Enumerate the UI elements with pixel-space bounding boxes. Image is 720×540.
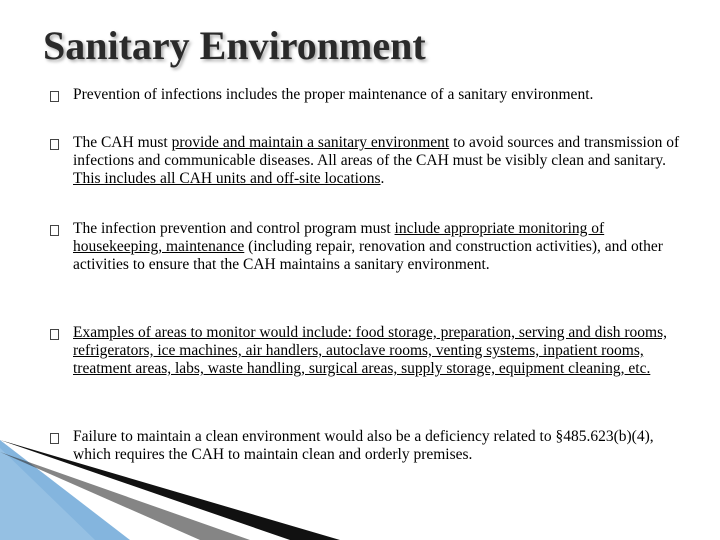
- corner-decoration: [0, 440, 720, 540]
- text-segment: .: [380, 170, 385, 187]
- text-segment: (including repair, renovation and construction activities), and other activities to ensure that the CAH maintains a sanitary environment.: [73, 238, 663, 273]
- text-segment: The CAH must: [73, 134, 172, 151]
- slide-title: Sanitary Environment: [43, 23, 426, 68]
- underlined-text: provide and maintain a sanitary environment: [171, 134, 450, 151]
- bullet-text: [73, 220, 688, 274]
- bullet-text: [73, 86, 688, 104]
- square-bullet-icon: [50, 225, 59, 236]
- bullet-text: [73, 324, 688, 378]
- square-bullet-icon: [50, 329, 59, 340]
- bullet-text: [73, 134, 688, 188]
- underlined-text: Examples of areas to monitor would include: food storage, preparation, serving and dish rooms, refrigerators, ice machines, air handlers, autoclave rooms, venting systems, inpatient rooms, treatment areas, labs, waste handling, surgical areas, supply storage, equipment cleaning, etc.: [73, 324, 668, 377]
- text-segment: The infection prevention and control program must: [73, 220, 395, 237]
- text-segment: Failure to maintain a clean environment would also be a deficiency related to §485.623(b)(4), which requires the CAH to maintain clean and orderly premises.: [73, 428, 654, 463]
- underlined-text: This includes all CAH units and off-site locations: [73, 170, 381, 187]
- underlined-text: include appropriate monitoring of housekeeping, maintenance: [73, 220, 605, 255]
- text-segment: Prevention of infections includes the proper maintenance of a sanitary environment.: [73, 86, 594, 103]
- square-bullet-icon: [50, 91, 59, 102]
- square-bullet-icon: [50, 139, 59, 150]
- text-segment: to avoid sources and transmission of infections and communicable diseases. All areas of the CAH must be visibly clean and sanitary.: [73, 134, 680, 169]
